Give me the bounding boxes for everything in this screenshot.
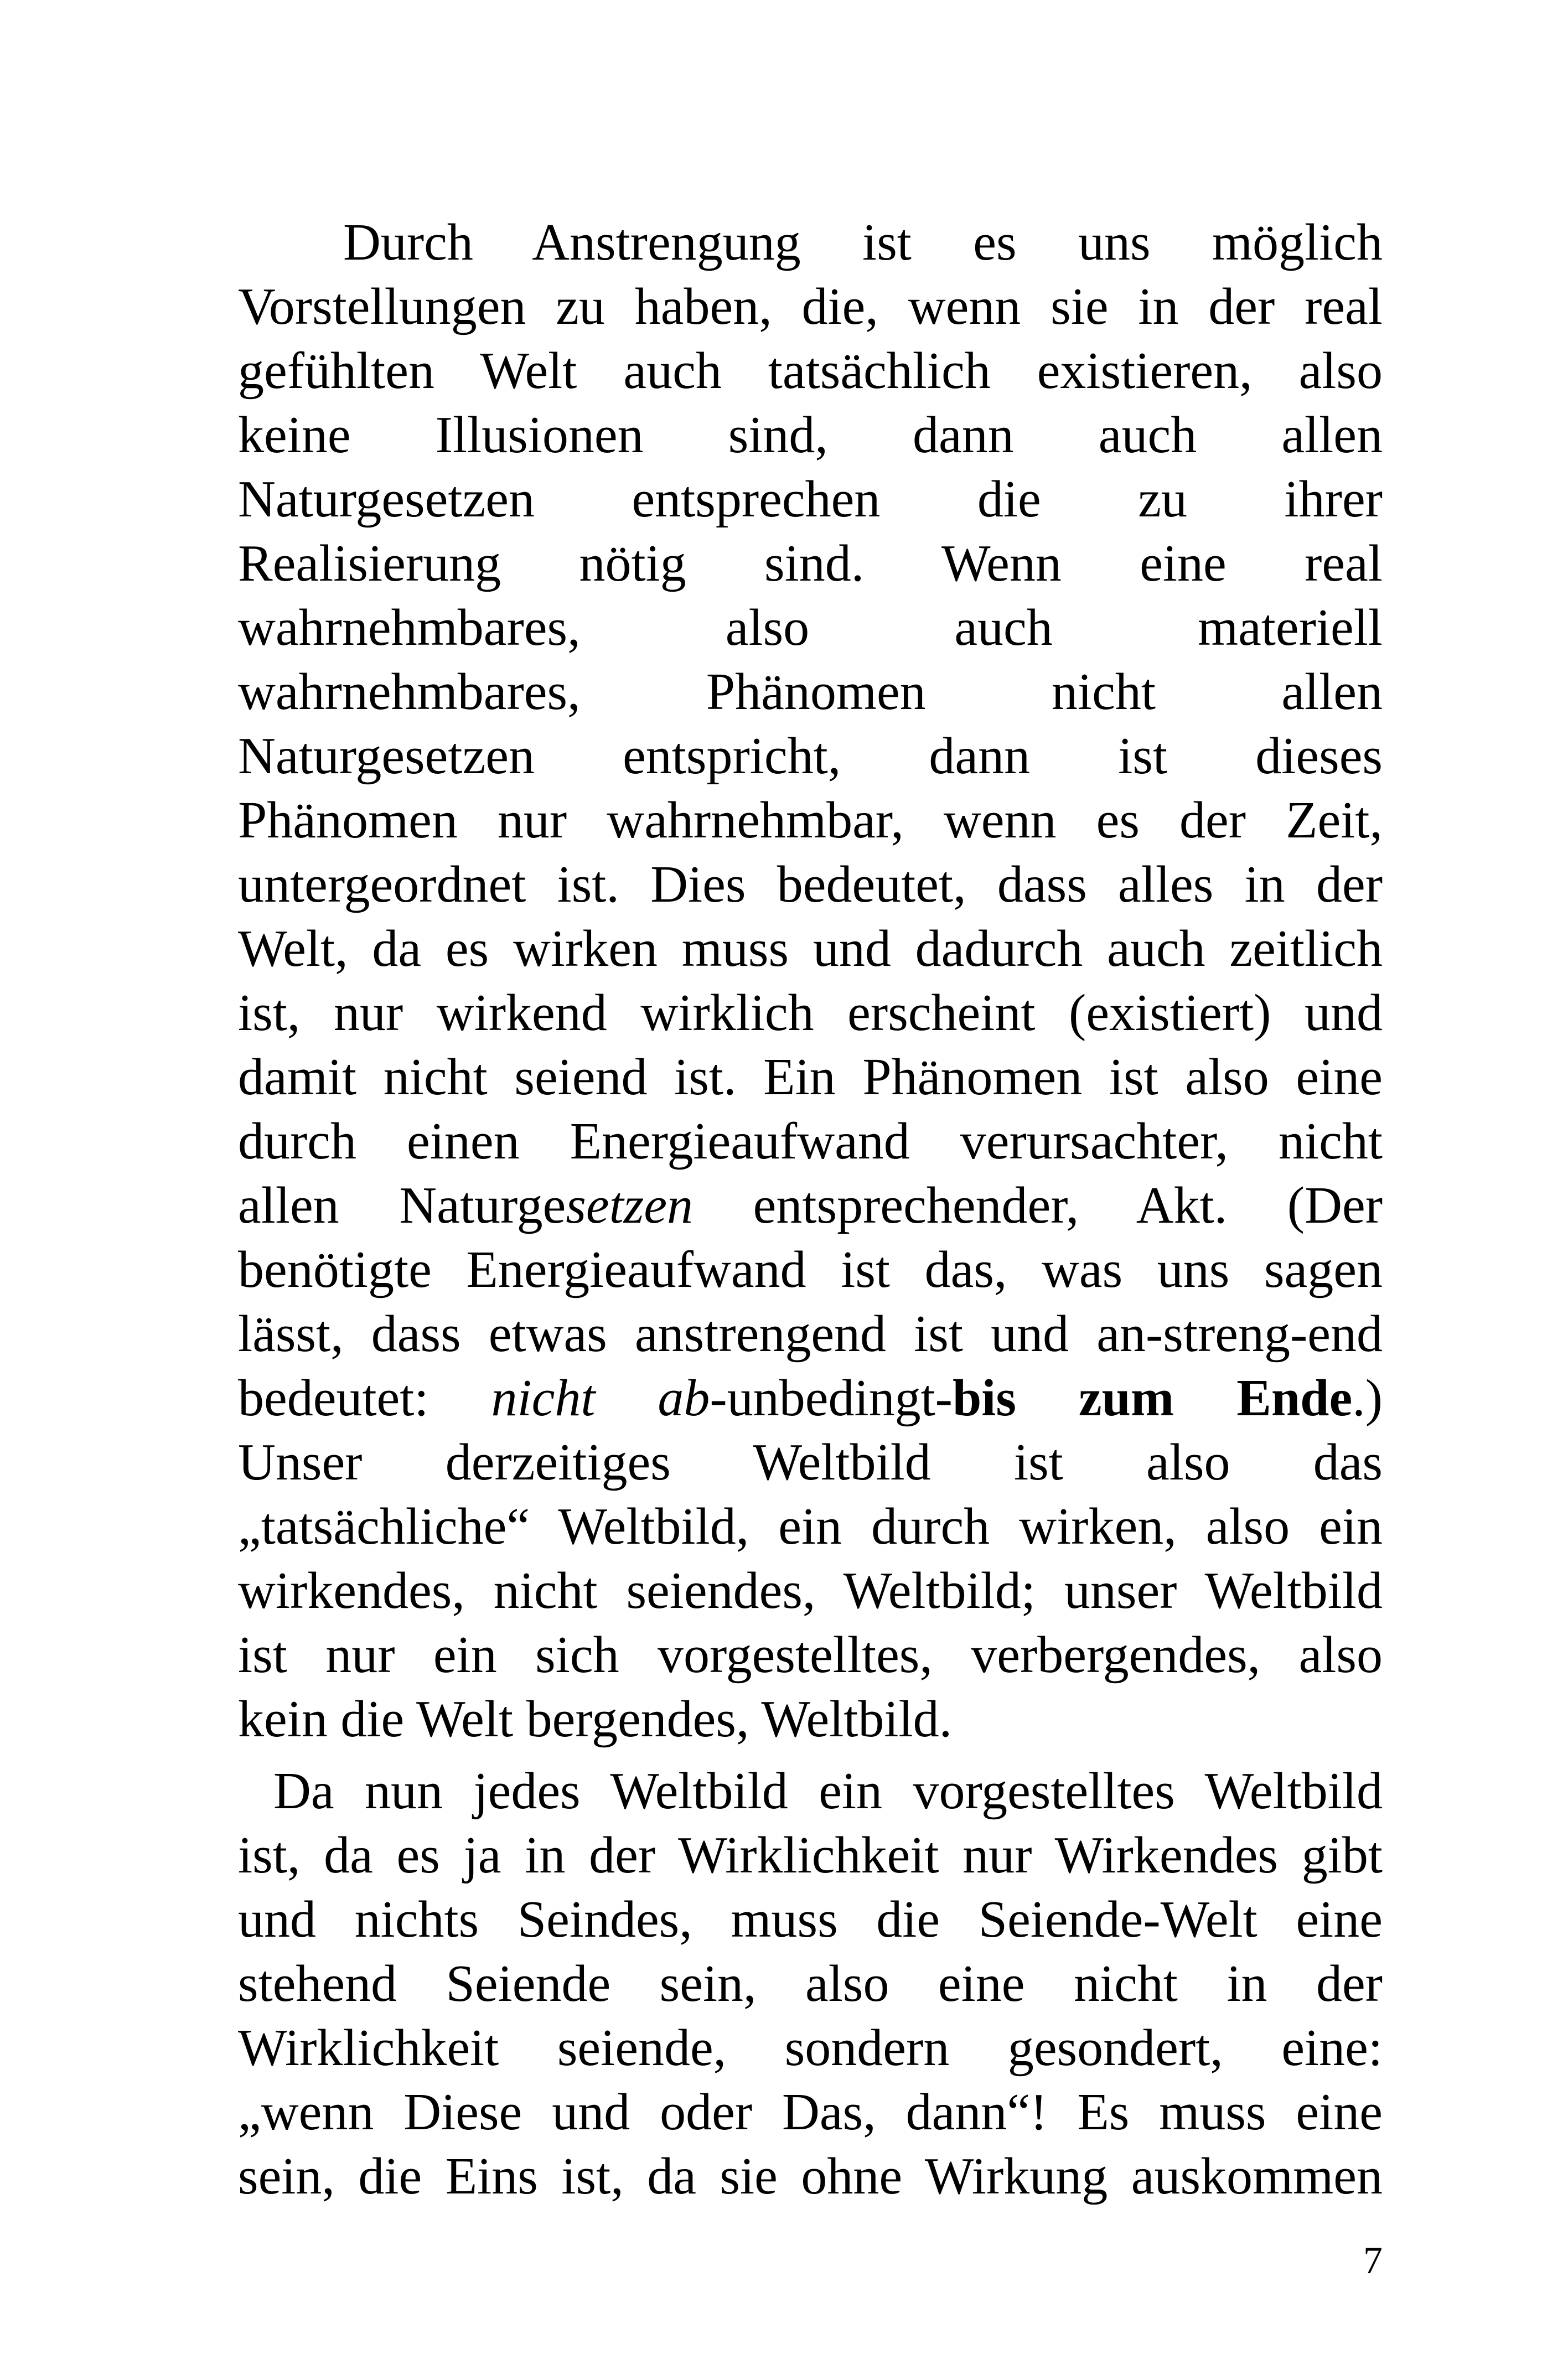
text-line: „tatsächliche“ Weltbild, ein durch wirken, also ein <box>238 1498 1383 1555</box>
italic-text-run: nicht <box>491 1369 596 1427</box>
body-text <box>238 210 1383 2208</box>
text-line: kein die Welt bergendes, Weltbild. <box>238 1690 953 1748</box>
paragraph-gap <box>238 1751 1383 1759</box>
bold-text-run: bis zum Ende <box>952 1369 1353 1427</box>
text-run: allen Naturge <box>238 1177 566 1234</box>
text-line: wahrnehmbares, Phänomen nicht allen <box>238 663 1383 721</box>
text-line: lässt, dass etwas anstrengend ist und an-streng-end <box>238 1305 1383 1363</box>
text-line: ist, nur wirkend wirklich erscheint (existiert) und <box>238 984 1383 1042</box>
text-line: Durch Anstrengung ist es uns möglich <box>343 214 1383 271</box>
text-run: bedeutet: <box>238 1369 491 1427</box>
text-line-mixed <box>238 1366 1383 1430</box>
text-line: ist nur ein sich vorgestelltes, verbergendes, also <box>238 1626 1383 1684</box>
text-line: sein, die Eins ist, da sie ohne Wirkung auskommen <box>238 2148 1383 2205</box>
text-line: damit nicht seiend ist. Ein Phänomen ist also eine <box>238 1048 1383 1106</box>
text-run: -unbedingt- <box>710 1369 953 1427</box>
italic-text-run: ab <box>658 1369 710 1427</box>
text-line: keine Illusionen sind, dann auch allen <box>238 406 1383 464</box>
text-line: Unser derzeitiges Weltbild ist also das <box>238 1434 1383 1491</box>
text-run: entsprechender, Akt. (Der <box>693 1177 1383 1234</box>
text-line: Vorstellungen zu haben, die, wenn sie in der real <box>238 278 1383 335</box>
text-line: Wirklichkeit seiende, sondern gesondert, eine: <box>238 2019 1383 2077</box>
text-line: gefühlten Welt auch tatsächlich existieren, also <box>238 342 1383 400</box>
text-line: ist, da es ja in der Wirklichkeit nur Wirkendes gibt <box>238 1827 1383 1884</box>
text-line: stehend Seiende sein, also eine nicht in der <box>238 1955 1383 2012</box>
page-number: 7 <box>1363 2239 1383 2282</box>
text-line: durch einen Energieaufwand verursachter, nicht <box>238 1113 1383 1170</box>
text-line: Naturgesetzen entsprechen die zu ihrer <box>238 470 1383 528</box>
text-run <box>595 1369 658 1427</box>
text-line: Welt, da es wirken muss und dadurch auch zeitlich <box>238 920 1383 977</box>
text-line: und nichts Seindes, muss die Seiende-Welt eine <box>238 1891 1383 1948</box>
text-line-mixed <box>238 1173 1383 1238</box>
text-line: benötigte Energieaufwand ist das, was uns sagen <box>238 1241 1383 1298</box>
text-line: „wenn Diese und oder Das, dann“! Es muss eine <box>238 2083 1383 2141</box>
text-line: untergeordnet ist. Dies bedeutet, dass alles in der <box>238 856 1383 913</box>
text-line: Phänomen nur wahrnehmbar, wenn es der Zeit, <box>238 791 1383 849</box>
text-line: Realisierung nötig sind. Wenn eine real <box>238 535 1383 592</box>
text-line: wirkendes, nicht seiendes, Weltbild; unser Weltbild <box>238 1562 1383 1620</box>
italic-text-run: setzen <box>566 1177 694 1234</box>
text-line: wahrnehmbares, also auch materiell <box>238 599 1383 656</box>
text-run: .) <box>1352 1369 1383 1427</box>
text-line: Naturgesetzen entspricht, dann ist dieses <box>238 727 1383 785</box>
text-line: Da nun jedes Weltbild ein vorgestelltes Weltbild <box>273 1762 1383 1820</box>
